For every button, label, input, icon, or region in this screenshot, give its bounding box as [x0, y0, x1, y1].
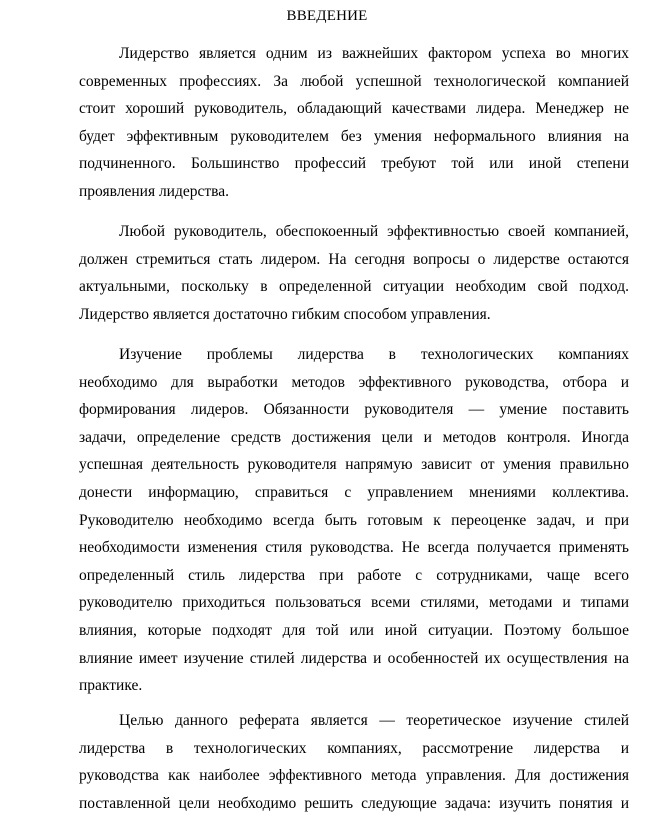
paragraph-line: современных профессиях. За любой успешной технологической компанией [79, 72, 629, 90]
paragraph-line: Целью данного реферата является — теоретическое изучение стилей [119, 712, 629, 729]
paragraph-line: успешная деятельность руководителя напрямую зависит от умения правильно [79, 456, 629, 474]
paragraph-line: будет эффективным руководителем без умения неформального влияния на [79, 127, 629, 145]
paragraph-line: поставленной цели необходимо решить следующие задача: изучить понятия и [79, 794, 629, 812]
paragraph-line: влияние имеет изучение стилей лидерства и особенностей их осуществления на [79, 649, 629, 667]
paragraph-4 [79, 707, 629, 817]
paragraph-line: стоит хороший руководитель, обладающий качествами лидера. Менеджер не [79, 100, 629, 118]
paragraph-line: формирования лидеров. Обязанности руководителя — умение поставить [79, 401, 629, 419]
paragraph-line: необходимости изменения стиля руководства. Не всегда получается применять [79, 539, 629, 557]
paragraph-line: подчиненного. Большинство профессий требуют той или иной степени [79, 155, 629, 173]
paragraph-line: определенный стиль лидерства при работе с сотрудниками, чаще всего [79, 566, 629, 584]
paragraph-line: Любой руководитель, обеспокоенный эффективностью своей компанией, [119, 223, 629, 240]
paragraph-line: влияния, которые подходят для той или иной ситуации. Поэтому большое [79, 621, 629, 639]
paragraph-line: задачи, определение средств достижения цели и методов контроля. Иногда [79, 428, 629, 446]
paragraph-line: должен стремиться стать лидером. На сегодня вопросы о лидерстве остаются [79, 250, 629, 268]
paragraph-line: лидерства в технологических компаниях, рассмотрение лидерства и [79, 739, 629, 757]
paragraph-1 [79, 40, 629, 206]
paragraph-line: практике. [79, 677, 143, 695]
paragraph-line: Лидерство является достаточно гибким способом управления. [79, 305, 491, 323]
page-title: ВВЕДЕНИЕ [286, 8, 368, 24]
paragraph-line: необходимо для выработки методов эффективного руководства, отбора и [79, 373, 629, 391]
paragraph-3 [79, 341, 629, 700]
paragraph-2 [79, 218, 629, 328]
paragraph-line: актуальными, поскольку в определенной ситуации необходим свой подход. [79, 278, 629, 296]
paragraph-line: руководства как наиболее эффективного метода управления. Для достижения [79, 767, 629, 785]
paragraph-line: проявления лидерства. [79, 182, 230, 200]
paragraph-line: Изучение проблемы лидерства в технологических компаниях [119, 346, 629, 363]
paragraph-line: Лидерство является одним из важнейших фактором успеха во многих [119, 45, 629, 62]
paragraph-line: донести информацию, справиться с управлением мнениями коллектива. [79, 483, 629, 501]
paragraph-line: Руководителю необходимо всегда быть готовым к переоценке задач, и при [79, 511, 629, 529]
paragraph-line: руководителю приходиться пользоваться всеми стилями, методами и типами [79, 594, 629, 612]
